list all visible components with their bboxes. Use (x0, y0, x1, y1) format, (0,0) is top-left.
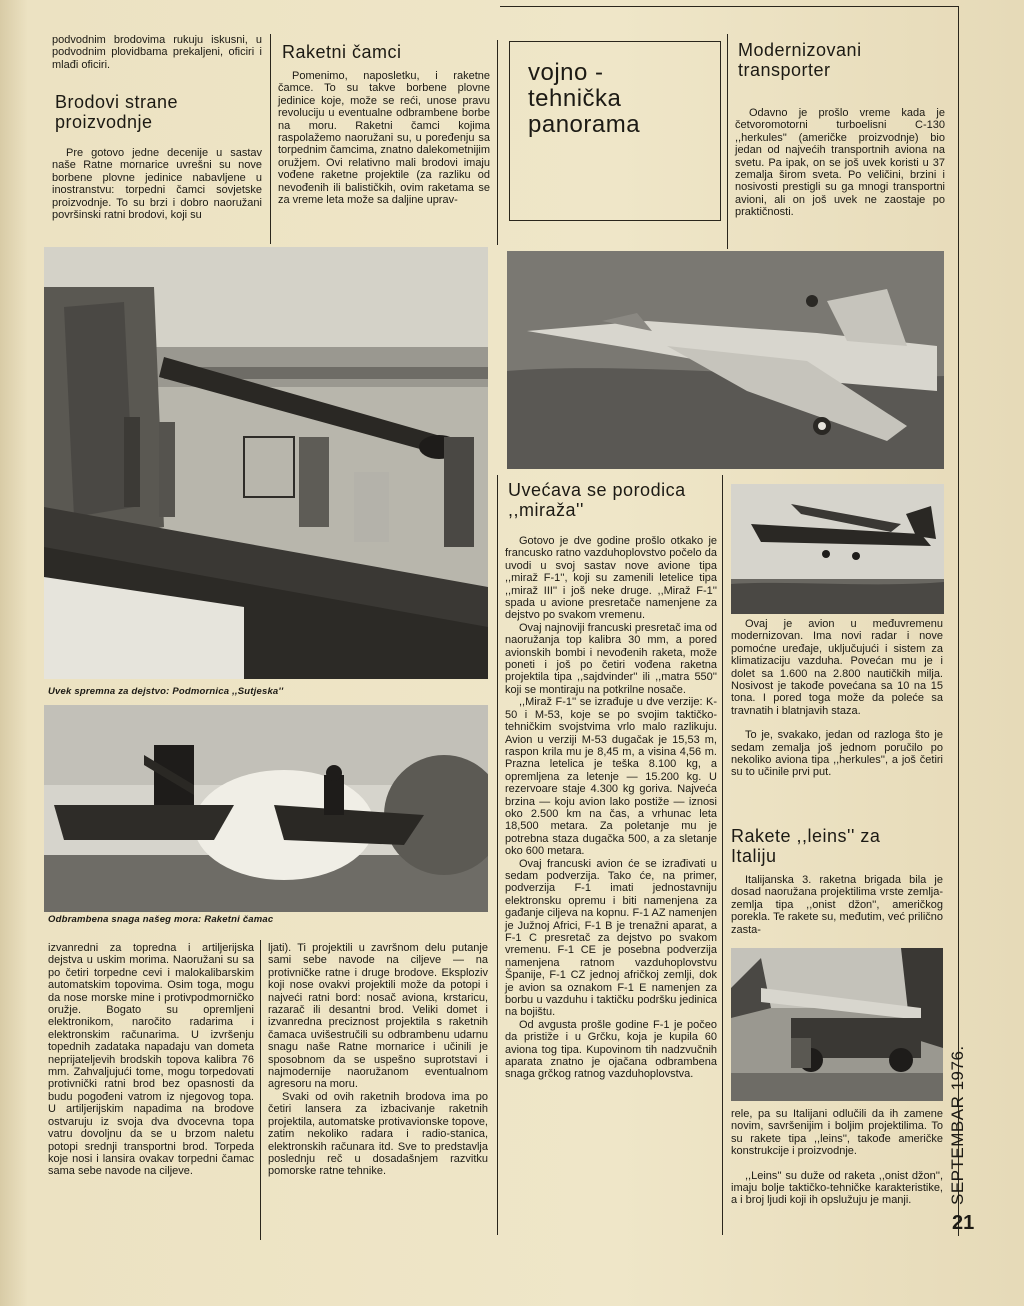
top-border (500, 6, 958, 7)
panorama-title: vojno -tehnička panorama (528, 59, 641, 138)
page-number: 21 (952, 1212, 975, 1234)
column-rule (270, 34, 271, 244)
transporter-heading: Modernizovani transporter (738, 40, 862, 80)
c130-hercules-photo (731, 484, 944, 614)
transporter-text: Odavno je prošlo vreme kada je četvoromotorni turboelisni C-130 ,,herkules'' (američke proizvodnje) bio jedan od najvećih transportnih aviona na svetu. Pa ipak, on se još uvek koristi u 37 zemalja širom sveta. Po veličini, brzini i nosivosti prestigli su ga mnogi transportni avioni, ali on još uvek ne zaostaje po praktičnosti. (735, 107, 945, 219)
vojno-tehnicka-panorama-box (509, 41, 721, 221)
leins-text: Italijanska 3. raketna brigada bila je dosad naoružana projektilima vrste zemlja-zemlja tipa ,,onist džon'', američkog porekla. Te rakete su, međutim, već prilično zasta- (731, 874, 943, 936)
mirage-text: Gotovo je dve godine prošlo otkako je francusko ratno vazduhoplovstvo počelo da uvodi u svoj sastav nove avione tipa ,,miraž F-1'', koji su zamenili letelice tipa ,,miraž III'' i još neke druge. ,,Miraž F-1'' spada u avione presretače namenjene za dejstvo po svakom vremenu. Ovaj najnoviji francuski presretač ima od naoružanja top kalibra 30 mm, a pored avionskih bombi i nevođenih raketa, može poneti i još po četiri vođena raketna projektila tipa ,,sajdvinder'' ili ,,matra 550'' koji se montiraju na potkrilne nosače. ,,Miraž F-1'' se izrađuje u dve verzije: K-50 i M-53, koje se po svojim taktičko-tehničkim svojstvima vrlo malo razlikuju. Avion u verziji M-53 dugačak je 15,53 m, raspon krila mu je 8,45 m, a visina 4,56 m. Prazna letelica je teška 8.100 kg, a opremljena za letenje — 15.200 kg. U rezervoare staje 4.300 kg goriva. Najveća brzina — koju avion lako postiže — iznosi oko 2.500 km na čas, a vrhunac leta 18,500 metara. Za poletanje mu je potrebna staza dugačka 500, a za sletanje oko 600 metara. Ovaj francuski avion će se izrađivati u sedam podverzija. Tako će, na primer, podverzija F-1 imati jednostavniju elektronsku opremu i biti namenjena za gađanje cilјeva na kopnu. F-1 AZ namenjen je Južnoj Africi, F-1 B je trenažni aparat, a F-1 C presretač za dejstvo po svakom vremenu. F-1 CE je posebna podverzija namenjena ratnom vazduhoplovstvu Španije, F-1 CZ jednoj afričkoj zemlji, dok je avion sa oznakom F-1 E namenjen za borbu u vazduhu i taktičku podršku jedinica na bojištu. Od avgusta prošle godine F-1 je počeo da pristiže i u Grčku, koja je kupila 60 aviona tog tipa. Kupovinom tih nadzvučnih aparata znatno je ojačana odbrambena snaga grčkog ratnog vazduhoplovstva. (505, 535, 717, 1081)
column-rule (727, 34, 728, 249)
column-rule (497, 475, 498, 1235)
brodovi-text: Pre gotovo jedne decenije u sastav naše Ratne mornarice uvrešni su nove borbene plovne jedinice nabavljene u inostranstvu: torpedni čamci sovjetske proizvodnje. To su brzi i dobro naoružani površinski ratni brodovi, koji su (52, 147, 262, 222)
missile-boat-caption: Odbrambena snaga našeg mora: Raketni čamac (48, 914, 274, 925)
submarine-photo (44, 247, 488, 679)
raketni-heading: Raketni čamci (282, 42, 402, 62)
leins-text-2: rele, pa su Italijani odlučili da ih zamene novim, savršenijim i boljim projektilima. To su rakete tipa ,,leins'', takođe američke konstrukcije i proizvodnje. ,,Leins'' su duže od raketa ,,onist džon'', imaju bolje taktičko-tehničke karakteristike, a i broj ljudi koji ih opslužuju je manji. (731, 1108, 943, 1207)
leins-heading: Rakete ,,leins'' za Italiju (731, 826, 881, 866)
col2-bottom-text: ljati). Ti projektili u završnom delu putanje sami sebe navode na ciljeve — na protivničke ratne i druge brodove. Eksploziv koji nose ovakvi projektili može da potopi i najveći ratni bord: nosač aviona, krstaricu, razarač ili desantni brod. Veliki domet i izvanredna preciznost projektila s raketnih čamaca uvišestručili su odbrambenu udarnu snagu naše Ratne mornarice i učinili je sposobnom da se uspešno suprotstavi i najmodernije naoružanom eventualnom agresoru na moru. Svaki od ovih raketnih brodova ima po četiri lansera za izbacivanje raketnih projektila, automatske protivavionske topove, zatim nekoliko radara i radio-stanica, elektronskih računara itd. Sve to predstavlja poslednju reč u dosadašnjem razvitku pomorske ratne tehnike. (268, 942, 488, 1178)
missile-boat-photo (44, 705, 488, 912)
column-rule (260, 940, 261, 1240)
column-rule (722, 475, 723, 1235)
column-rule (497, 40, 498, 245)
submarine-caption: Uvek spremna za dejstvo: Podmornica ,,Sutjeska'' (48, 686, 284, 697)
mirage-jet-photo (507, 251, 944, 469)
col1-bottom-text: izvanredni za topredna i artiljerijska dejstva u uskim morima. Naoružani su sa po četiri torpedne cevi i malokalibarskim automatskim topovima. Osim toga, mogu da nose morske mine i protivpodmorničko oružje. Bogato su opremljeni elektronikom, naročito radarima i elektronskim računarima. U izvršenju topednih zadataka napadaju van dometa neprijateljevih brodskih topova kalibra 76 mm. Zahvaljujući tome, mogu torpedovati protivnički ratni brod bez opasnosti da budu pogođeni vatrom iz njegovog topa. U artiljerijskim napadima na brodove ostvaruju iz svoja dva dvocevna topa vatru dovoljnu da se u brzom naletu potopi srednji transportni brod. Torpeda koje nosi i lansira ovakav torpedni čamac sama sebe navode na ciljeve. (48, 942, 254, 1178)
brodovi-heading: Brodovi strane proizvodnje (55, 92, 179, 132)
raketni-text: Pomenimo, naposletku, i raketne čamce. To su takve borbene plovne jedinice koje, može se reći, unose pravu revoluciju u eventualne odbrambene borbe na moru. Raketni čamci kojima raspolažemo naoružani su, u poređenju sa torpednim čamcima, znatno dalekometnijim oružjem. Ovi relativno mali brodovi imaju vođene raketne projektile (za razliku od nevođenih ili balističkih, ovim raketama se za vreme leta može sa daljine uprav- (278, 70, 490, 207)
mirage-heading: Uvećava se porodica ,,miraža'' (508, 480, 686, 520)
transporter-text-2: Ovaj je avion u međuvremenu modernizovan. Ima novi radar i nove pomoćne uređaje, uključujući i sistem za klimatizaciju vazduha. Povećan mu je i dolet sa 1.600 na 2.800 nautičkih milja. Nosivost je takođe povećana sa 10 na 15 tona. I pored toga može da poleće sa travnatih i blatnjavih staza. To je, svakako, jedan od razloga što je sedam zemalja još jednom poručilo po nekoliko aviona tipa ,,herkules'', a još četiri su to učinile prvi put. (731, 618, 943, 779)
col1-top-text: podvodnim brodovima rukuju iskusni, u podvodnim plovidbama prekaljeni, oficiri i mlađi oficiri. (52, 34, 262, 71)
lance-missile-photo (731, 948, 943, 1101)
